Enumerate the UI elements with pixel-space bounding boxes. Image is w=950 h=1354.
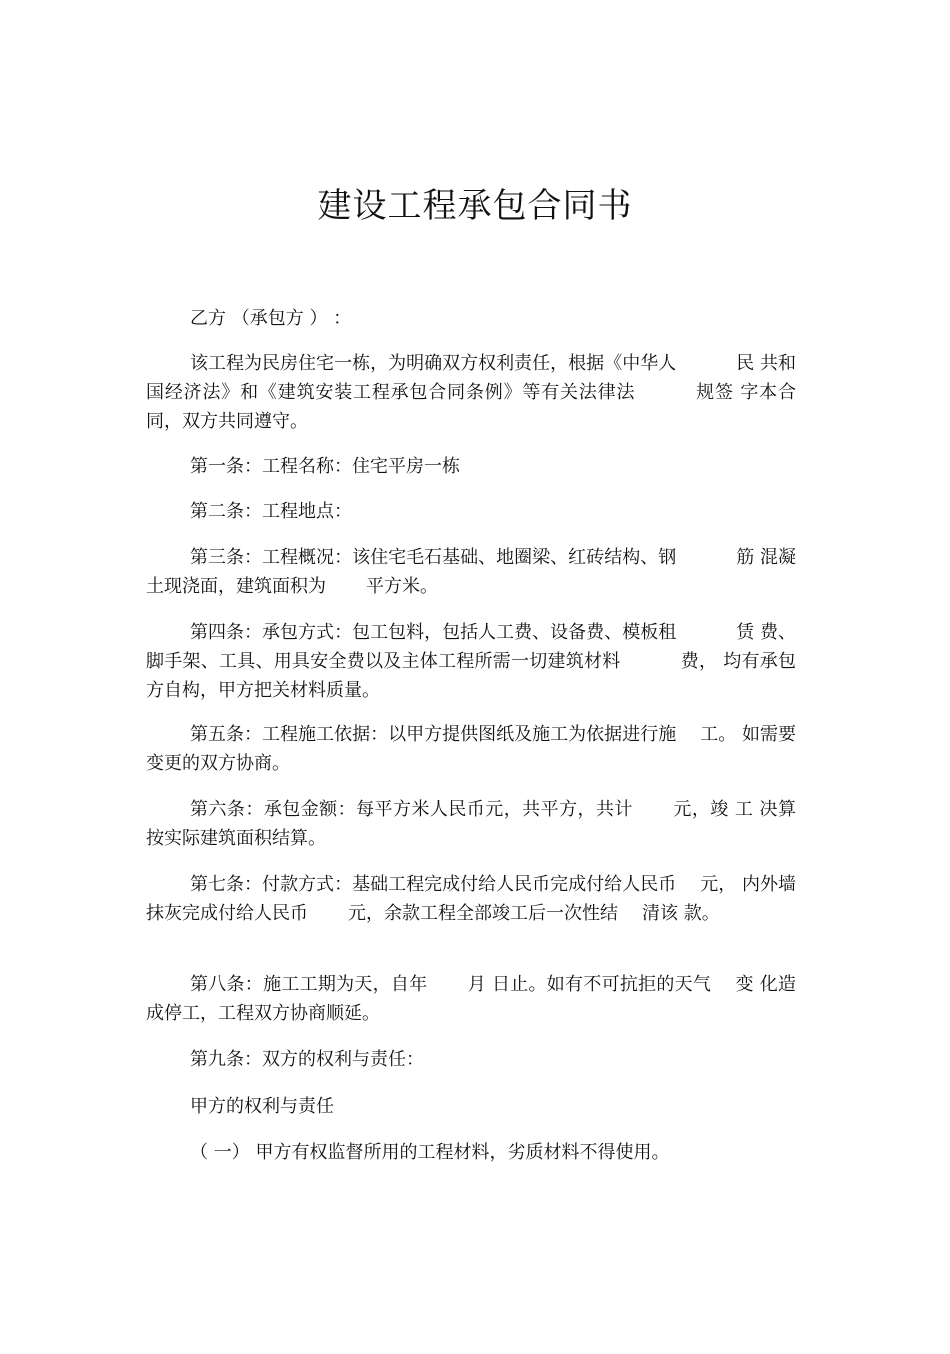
article-3-text-3: 混凝土现浇面，建筑面积为 <box>146 547 797 597</box>
article-7-text-2: 元， <box>700 874 737 895</box>
intro-text-5: 字本合同，双方共同遵守。 <box>146 382 797 432</box>
article-5-text-1: 第五条：工程施工依据：以甲方提供图纸及施工为依据进行施 <box>190 724 677 745</box>
party-a-heading-text: 甲方的权利与责任 <box>190 1096 334 1117</box>
article-5 <box>146 720 796 778</box>
party-a-item-1 <box>146 1138 796 1167</box>
intro-text-2: 民 <box>736 353 755 374</box>
article-8-text-3: 变 <box>735 974 754 995</box>
article-3-text-4: 平方米。 <box>366 576 438 597</box>
article-5-text-3: 如需要变更的双方协商。 <box>146 724 797 774</box>
intro-paragraph <box>146 349 796 436</box>
article-1 <box>146 452 796 481</box>
article-7-text-1: 第七条：付款方式：基础工程完成付给人民币完成付给人民币 <box>190 874 677 895</box>
article-4-text-5: 均有承包方自构，甲方把关材料质量。 <box>146 651 797 701</box>
article-6 <box>146 795 796 853</box>
article-4-text-4: 费， <box>680 651 718 672</box>
article-7-text-5: 清该 <box>642 903 678 924</box>
party-a-item-1-text: （ 一） 甲方有权监督所用的工程材料，劣质材料不得使用。 <box>190 1142 670 1163</box>
intro-text-4: 规签 <box>695 382 734 403</box>
party-b-text: 乙方 （承包方 ） ： <box>190 308 352 329</box>
article-7 <box>146 870 796 928</box>
intro-text-1: 该工程为民房住宅一栋，为明确双方权利责任，根据《中华人 <box>190 353 677 374</box>
article-9 <box>146 1045 796 1074</box>
party-a-heading <box>146 1092 796 1121</box>
article-1-text: 第一条：工程名称：住宅平房一栋 <box>190 456 460 477</box>
article-7-text-6: 款。 <box>683 903 720 924</box>
article-2-text: 第二条：工程地点： <box>190 501 352 522</box>
document-title: 建设工程承包合同书 <box>317 186 633 226</box>
article-3-text-1: 第三条：工程概况：该住宅毛石基础、地圈梁、红砖结构、钢 <box>190 547 677 568</box>
article-9-text: 第九条：双方的权利与责任： <box>190 1049 424 1070</box>
article-4-text-2: 赁 <box>736 622 755 643</box>
article-8 <box>146 970 796 1028</box>
article-5-text-2: 工。 <box>700 724 737 745</box>
article-3-text-2: 筋 <box>736 547 755 568</box>
article-6-text-1: 第六条：承包金额：每平方米人民币元，共平方，共计 <box>190 799 633 820</box>
article-4 <box>146 618 796 705</box>
article-7-text-4: 元，余款工程全部竣工后一次性结 <box>348 903 618 924</box>
article-3 <box>146 543 796 601</box>
party-b-line <box>146 304 796 333</box>
article-8-text-4: 化造成停工，工程双方协商顺延。 <box>146 974 797 1024</box>
article-4-text-1: 第四条：承包方式：包工包料，包括人工费、设备费、模板租 <box>190 622 677 643</box>
article-2 <box>146 497 796 526</box>
article-8-text-1: 第八条：施工工期为天，自年 <box>190 974 428 995</box>
intro-text-3: 共和国经济法》和《建筑安装工程承包合同条例》等有关法律法 <box>146 353 797 403</box>
article-6-text-3: 决算按实际建筑面积结算。 <box>146 799 797 849</box>
article-7-text-3: 内外墙抹灰完成付给人民币 <box>146 874 797 924</box>
article-8-text-2: 月 日止。如有不可抗拒的天气 <box>467 974 712 995</box>
article-4-text-3: 费、脚手架、工具、用具安全费以及主体工程所需一切建筑材料 <box>146 622 797 672</box>
article-6-text-2: 元，竣 工 <box>672 799 754 820</box>
